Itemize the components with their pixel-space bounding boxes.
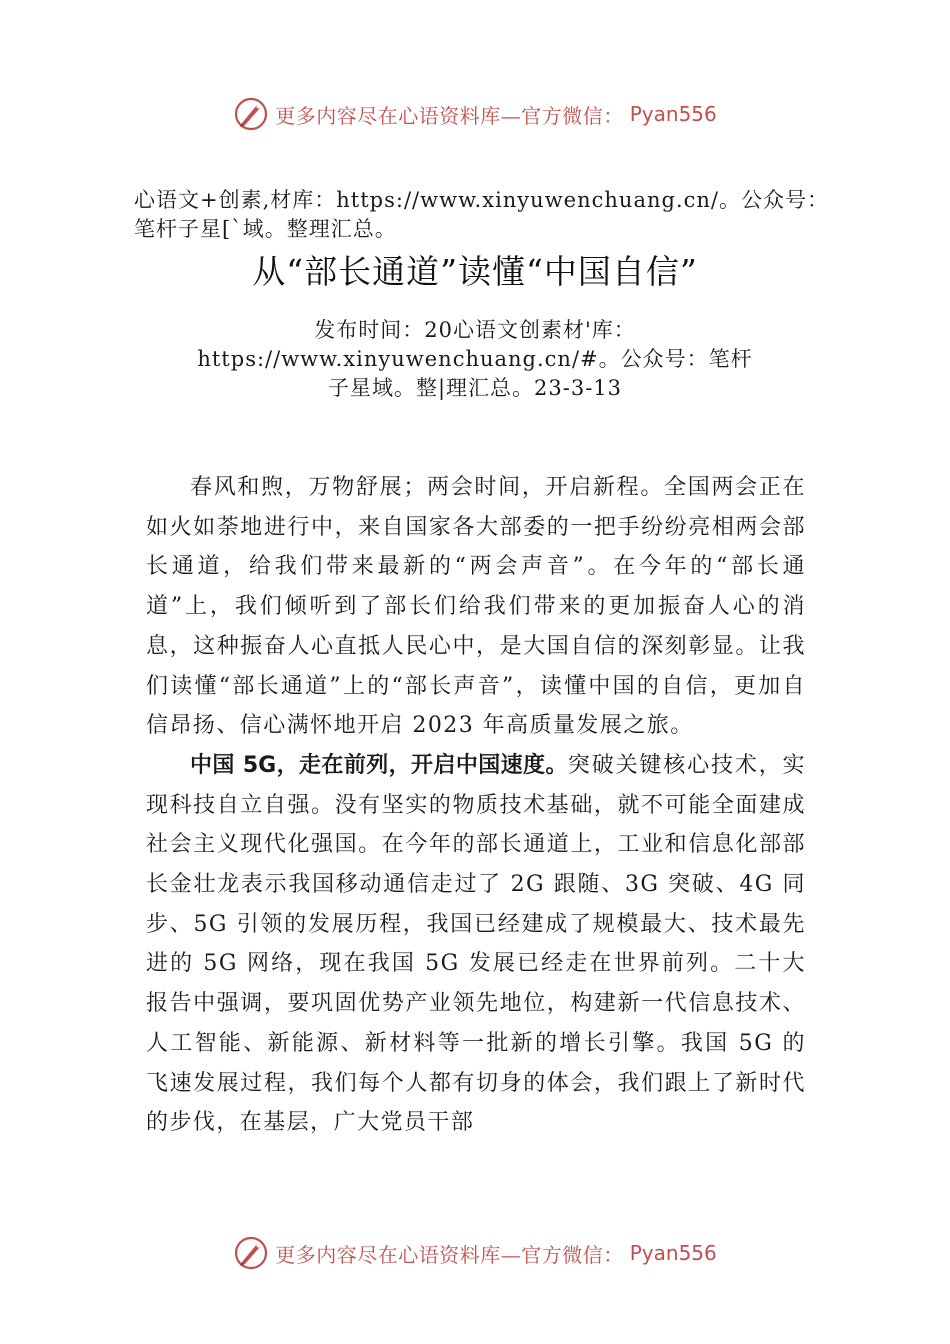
article-body xyxy=(146,468,806,1143)
paragraph-lead: 中国 5G，走在前列，开启中国速度。 xyxy=(190,752,568,778)
publish-info: 发布时间：20心语文创素材'库：https://www.xinyuwenchuang.cn/#。公众号：笔杆子星域。整|理汇总。23-3-13 xyxy=(197,318,753,400)
pen-logo-icon xyxy=(233,96,269,132)
paragraph-body: 突破关键核心技术，实现科技自立自强。没有坚实的物质技术基础，就不可能全面建成社会主义现代化强国。在今年的部长通道上，工业和信息化部部长金壮龙表示我国移动通信走过了 2G 跟随、3G 突破、4G 同步、5G 引领的发展历程，我国已经建成了规模最大、技术最先进的 5G 网络，现在我国 5G 发展已经走在世界前列。二十大报告中强调，要巩固优势产业领先地位，构建新一代信息技术、人工智能、新能源、新材料等一批新的增长引擎。我国 5G 的飞速发展过程，我们每个人都有切身的体会，我们跟上了新时代的步伐，在基层，广大党员干部 xyxy=(146,752,806,1136)
pen-logo-icon xyxy=(233,1235,269,1271)
watermark-footer xyxy=(0,1233,950,1273)
document-title: 从“部长通道”读懂“中国自信” xyxy=(252,252,698,291)
watermark-text: 更多内容尽在心语资料库—官方微信： xyxy=(275,1242,624,1267)
paragraph-intro: 春风和煦，万物舒展；两会时间，开启新程。全国两会正在如火如荼地进行中，来自国家各大部委的一把手纷纷亮相两会部长通道，给我们带来最新的“两会声音”。在今年的“部长通道”上，我们倾听到了部长们给我们带来的更加振奋人心的消息，这种振奋人心直抵人民心中，是大国自信的深刻彰显。让我们读懂“部长通道”上的“部长声音”，读懂中国的自信，更加自信昂扬、信心满怀地开启 2023 年高质量发展之旅。 xyxy=(146,475,806,739)
source-note: 心语文+创素,材库：https://www.xinyuwenchuang.cn/。公众号：笔杆子星[`域。整理汇总。 xyxy=(134,188,829,241)
watermark-wechat-id: Pyan556 xyxy=(629,1241,717,1265)
watermark-wechat-id: Pyan556 xyxy=(629,102,717,126)
paragraph-5g xyxy=(146,746,806,1143)
watermark-header xyxy=(0,94,950,134)
watermark-text: 更多内容尽在心语资料库—官方微信： xyxy=(275,103,624,128)
